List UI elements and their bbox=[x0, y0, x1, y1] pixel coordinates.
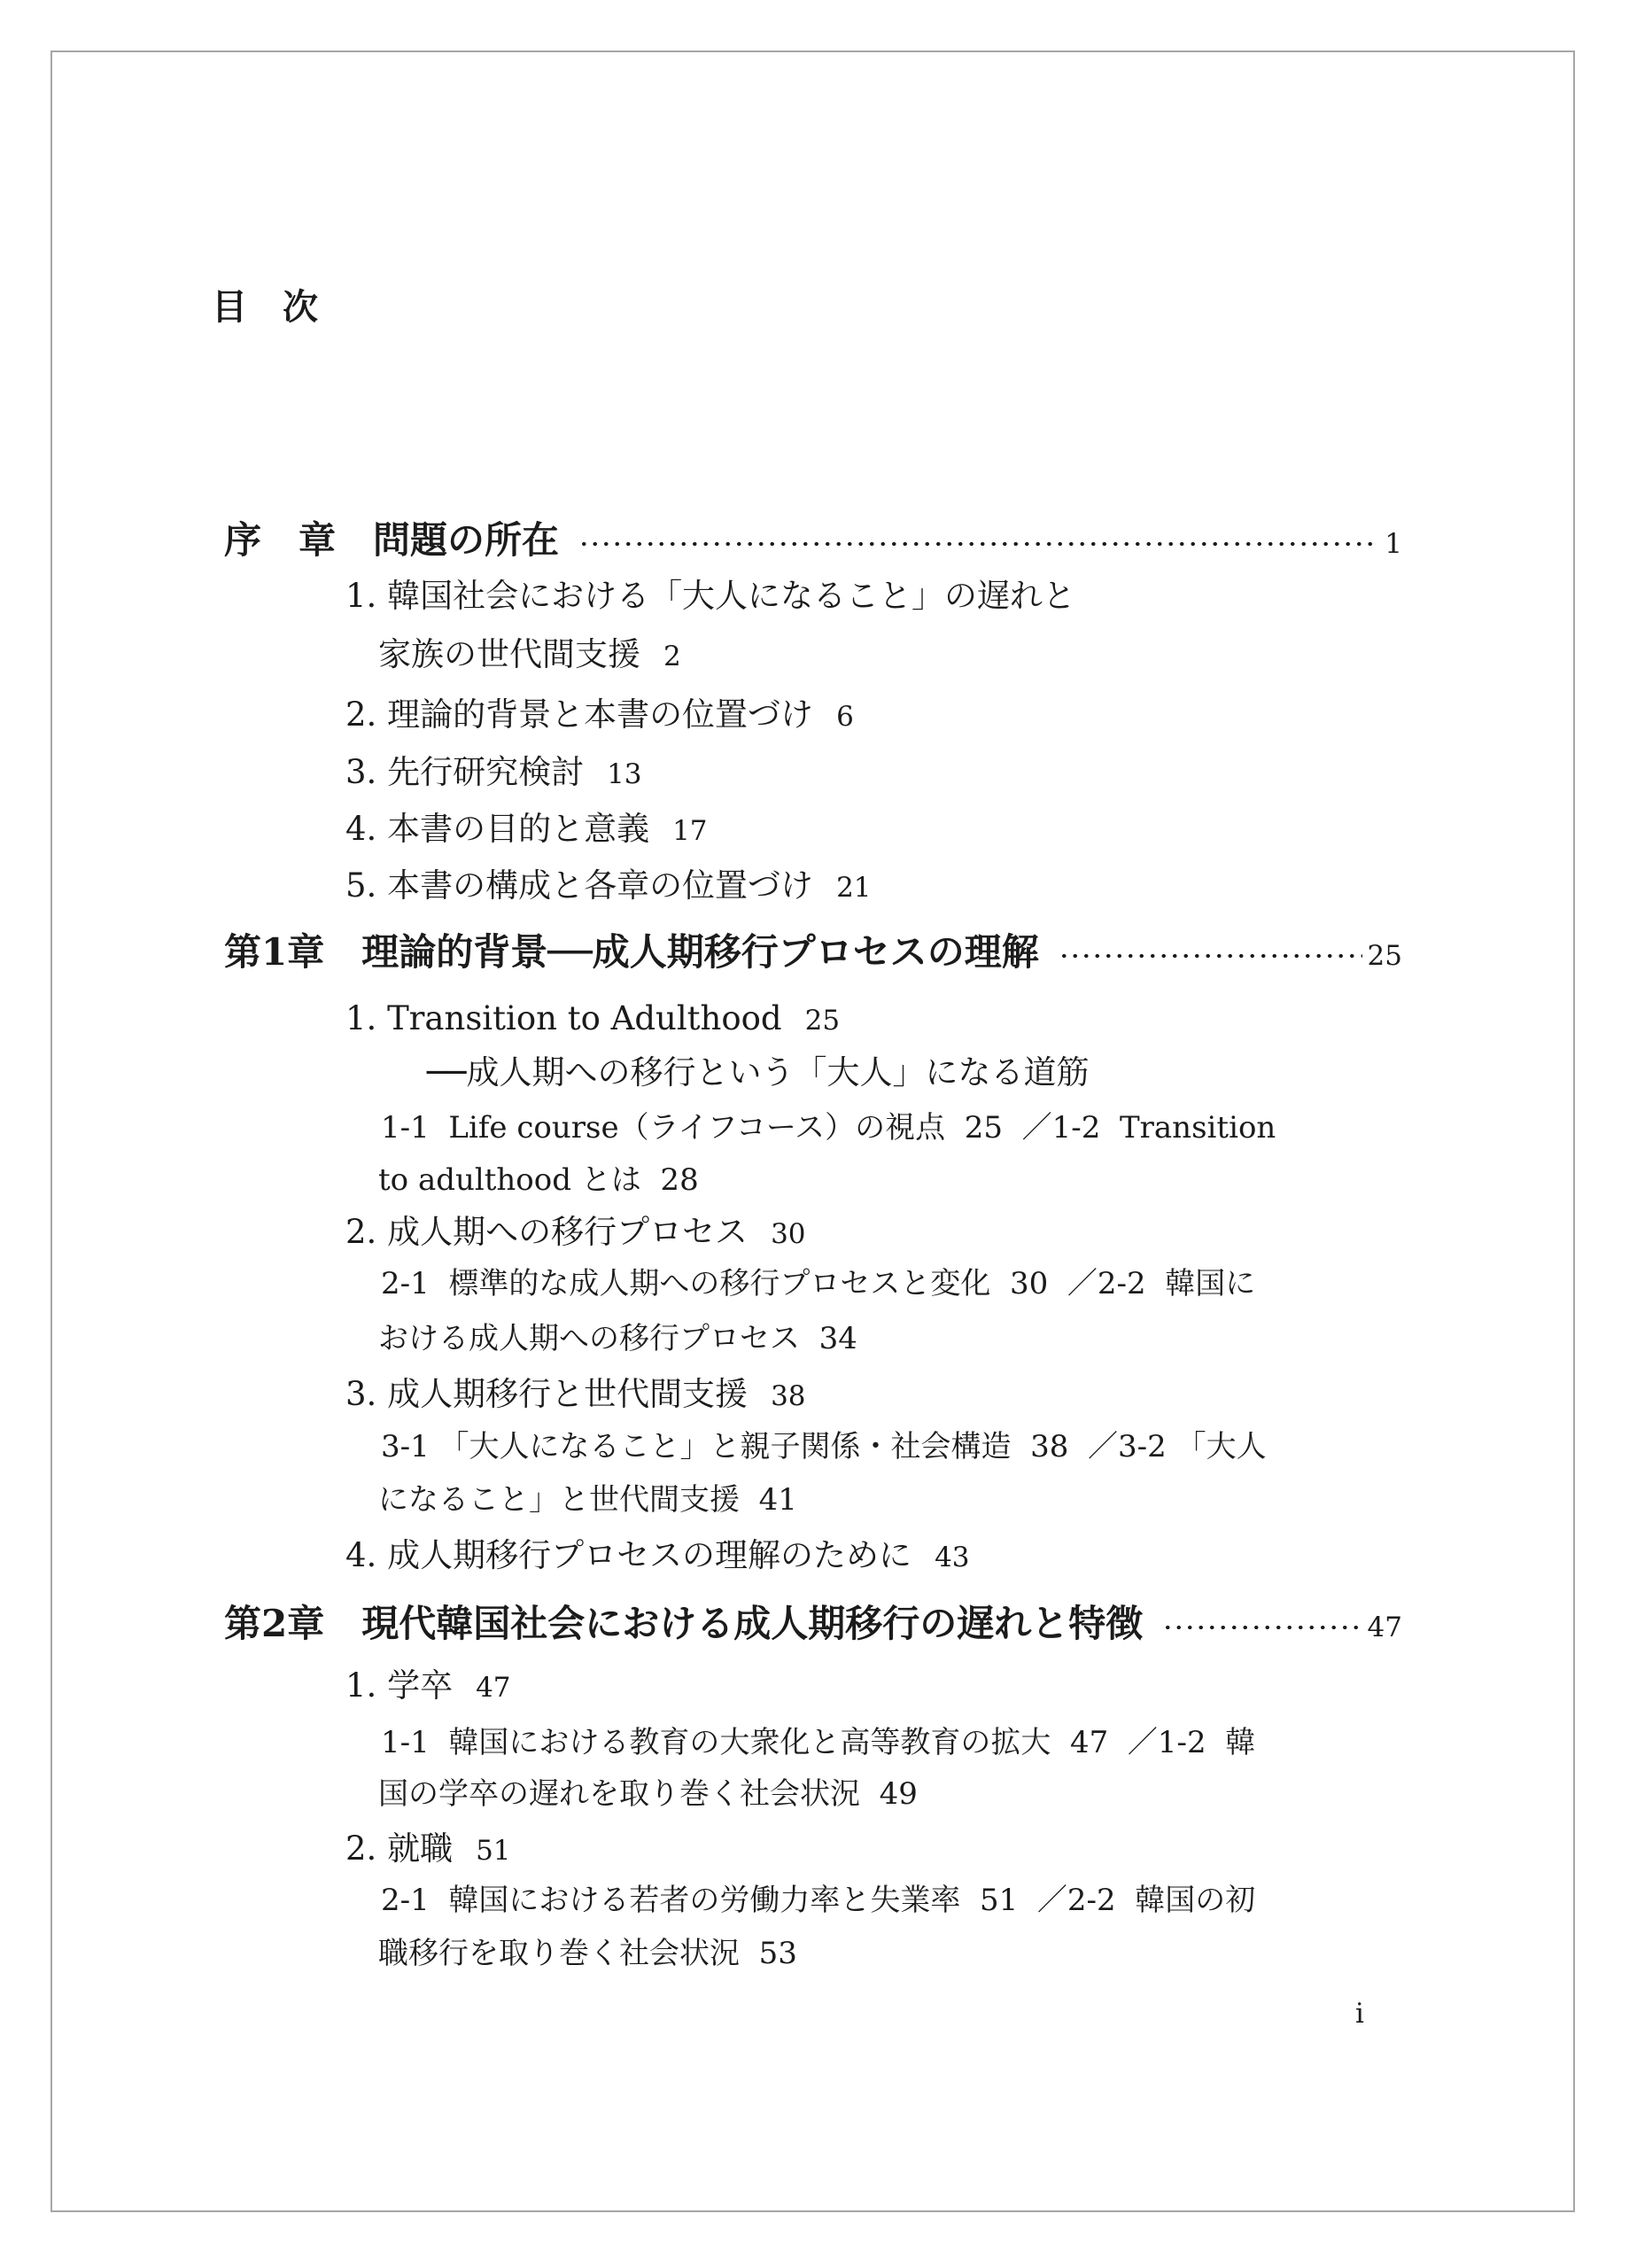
toc-entry-page: 13 bbox=[607, 758, 642, 790]
toc-entry bbox=[345, 1214, 806, 1252]
dot-leader bbox=[578, 540, 1379, 548]
toc-entry-page: 25 bbox=[804, 1005, 841, 1037]
toc-entry bbox=[345, 867, 872, 905]
toc-entry-page: 47 bbox=[1367, 1612, 1402, 1643]
toc-entry-page: 1 bbox=[1385, 528, 1402, 560]
toc-entry-text: 5. 本書の構成と各章の位置づけ bbox=[345, 866, 814, 905]
page-title: 目 次 bbox=[212, 286, 318, 328]
toc-entry bbox=[381, 1726, 1255, 1760]
toc-entry bbox=[378, 636, 681, 674]
toc-entry-text: 国の学卒の遅れを取り巻く社会状況 49 bbox=[378, 1776, 918, 1812]
toc-entry bbox=[427, 1054, 1090, 1092]
toc-entry-text: 第1章 理論的背景──成人期移行プロセスの理解 bbox=[224, 930, 1039, 974]
toc-entry-page: 47 bbox=[476, 1672, 511, 1704]
toc-entry bbox=[345, 1667, 511, 1705]
toc-entry-text: 第2章 現代韓国社会における成人期移行の遅れと特徴 bbox=[224, 1602, 1144, 1645]
toc-entry-text: 家族の世代間支援 bbox=[378, 635, 640, 673]
toc-entry bbox=[381, 1111, 1276, 1146]
toc-entry-page: 2 bbox=[663, 641, 681, 672]
toc-entry bbox=[378, 1777, 918, 1812]
toc-entry bbox=[381, 1430, 1267, 1464]
toc-entry-text: 2-1 韓国における若者の労働力率と失業率 51 ／2-2 韓国の初 bbox=[381, 1883, 1256, 1918]
toc-entry-text: 職移行を取り巻く社会状況 53 bbox=[378, 1936, 797, 1971]
toc-entry bbox=[378, 1322, 857, 1356]
toc-entry-text: 1. 韓国社会における「大人になること」の遅れと bbox=[345, 577, 1076, 615]
toc-entry-text: 2. 就職 bbox=[345, 1829, 454, 1868]
toc-entry bbox=[378, 1163, 699, 1198]
toc-entry-text: 2. 成人期への移行プロセス bbox=[345, 1213, 749, 1251]
toc-entry-text: おける成人期への移行プロセス 34 bbox=[378, 1321, 857, 1356]
toc-entry bbox=[345, 696, 854, 734]
toc-entry-text: 3. 先行研究検討 bbox=[345, 753, 585, 791]
toc-entry-text: to adulthood とは 28 bbox=[378, 1162, 699, 1198]
toc-entry-page: 21 bbox=[836, 872, 872, 904]
toc-entry bbox=[345, 578, 1075, 616]
toc-entry-page: 51 bbox=[476, 1835, 511, 1867]
toc-entry-text: になること」と世代間支援 41 bbox=[378, 1482, 797, 1518]
toc-entry bbox=[378, 1937, 797, 1971]
toc-entry bbox=[224, 1603, 1402, 1645]
toc-entry-text: 1. Transition to Adulthood bbox=[345, 999, 782, 1037]
toc-entry-text: 4. 本書の目的と意義 bbox=[345, 810, 650, 848]
toc-entry-text: 1-1 韓国における教育の大衆化と高等教育の拡大 47 ／1-2 韓 bbox=[381, 1725, 1256, 1760]
toc-entry-page: 6 bbox=[836, 701, 854, 733]
toc-entry-text: 3. 成人期移行と世代間支援 bbox=[345, 1375, 749, 1413]
toc-entry-page: 30 bbox=[771, 1218, 806, 1250]
toc-entry-page: 38 bbox=[771, 1380, 806, 1412]
toc-entry-text: 2. 理論的背景と本書の位置づけ bbox=[345, 695, 814, 734]
toc-entry bbox=[224, 519, 1402, 562]
toc-entry-page: 17 bbox=[672, 815, 708, 847]
toc-entry-text: 序 章 問題の所在 bbox=[224, 518, 560, 562]
toc-entry-text: 1-1 Life course（ライフコース）の視点 25 ／1-2 Transition bbox=[381, 1110, 1276, 1146]
toc-entry-text: 3-1 「大人になること」と親子関係・社会構造 38 ／3-2 「大人 bbox=[381, 1429, 1267, 1464]
toc-entry bbox=[345, 1376, 806, 1414]
toc-entry bbox=[378, 1483, 797, 1518]
toc-entry bbox=[345, 1537, 970, 1575]
toc-entry bbox=[345, 811, 708, 849]
toc-entry bbox=[381, 1884, 1255, 1918]
toc-entry-page: 43 bbox=[935, 1542, 970, 1573]
toc-entry bbox=[345, 1000, 840, 1038]
dot-leader bbox=[1162, 1624, 1361, 1631]
toc-entry-page: 25 bbox=[1367, 940, 1402, 972]
toc-entry bbox=[345, 1830, 511, 1868]
toc-entry bbox=[381, 1267, 1255, 1301]
toc-entry bbox=[224, 931, 1402, 974]
toc-entry-text: 4. 成人期移行プロセスの理解のために bbox=[345, 1536, 912, 1574]
toc-entry-text: 1. 学卒 bbox=[345, 1666, 454, 1705]
dot-leader bbox=[1059, 952, 1362, 959]
toc-entry-text: ──成人期への移行という「大人」になる道筋 bbox=[427, 1053, 1090, 1091]
toc-entry bbox=[345, 754, 642, 792]
toc-entry-text: 2-1 標準的な成人期への移行プロセスと変化 30 ／2-2 韓国に bbox=[381, 1266, 1256, 1301]
page-number: i bbox=[1355, 1998, 1364, 2030]
